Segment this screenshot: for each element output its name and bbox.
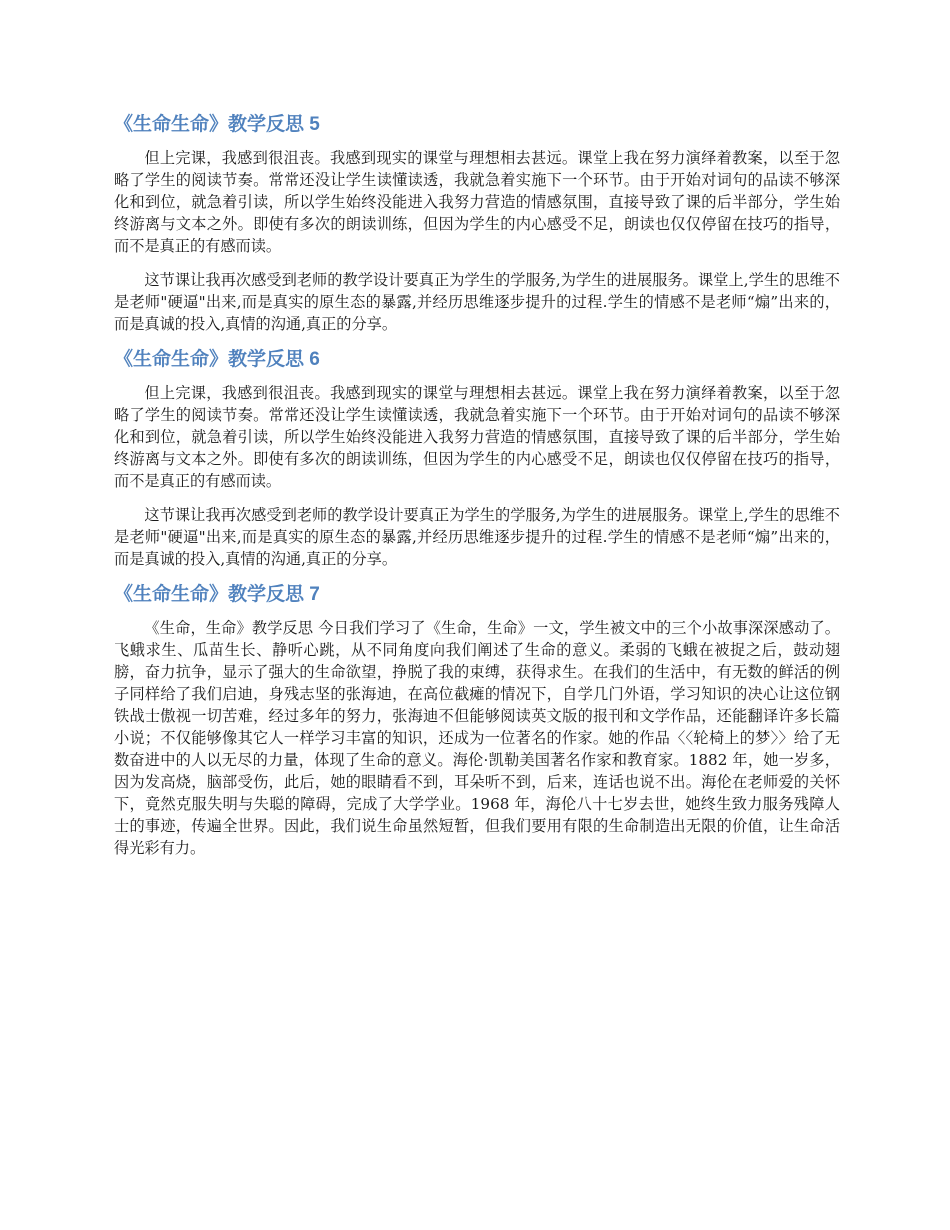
section-heading: 《生命生命》教学反思 5 xyxy=(114,114,320,135)
body-paragraph: 这节课让我再次感受到老师的教学设计要真正为学生的学服务,为学生的进展服务。课堂上,学生的思维不是老师"硬逼"出来,而是真实的原生态的暴露,并经历思维逐步提升的过程.学生的情感不是老师“煽”出来的，而是真诚的投入,真情的沟通,真正的分享。 xyxy=(114,271,840,333)
section-reflection-5 xyxy=(114,112,840,335)
section-heading: 《生命生命》教学反思 7 xyxy=(114,584,320,605)
body-paragraph: 但上完课，我感到很沮丧。我感到现实的课堂与理想相去甚远。课堂上我在努力演绎着教案，以至于忽略了学生的阅读节奏。常常还没让学生读懂读透，我就急着实施下一个环节。由于开始对词句的品读不够深化和到位，就急着引读，所以学生始终没能进入我努力营造的情感氛围，直接导致了课的后半部分，学生始终游离与文本之外。即使有多次的朗读训练，但因为学生的内心感受不足，朗读也仅仅停留在技巧的指导，而不是真正的有感而读。 xyxy=(114,149,840,255)
section-heading: 《生命生命》教学反思 6 xyxy=(114,349,320,370)
section-reflection-6 xyxy=(114,347,840,570)
body-paragraph: 这节课让我再次感受到老师的教学设计要真正为学生的学服务,为学生的进展服务。课堂上,学生的思维不是老师"硬逼"出来,而是真实的原生态的暴露,并经历思维逐步提升的过程.学生的情感不是老师“煽”出来的，而是真诚的投入,真情的沟通,真正的分享。 xyxy=(114,506,840,568)
section-reflection-7 xyxy=(114,582,840,859)
body-paragraph: 但上完课，我感到很沮丧。我感到现实的课堂与理想相去甚远。课堂上我在努力演绎着教案，以至于忽略了学生的阅读节奏。常常还没让学生读懂读透，我就急着实施下一个环节。由于开始对词句的品读不够深化和到位，就急着引读，所以学生始终没能进入我努力营造的情感氛围，直接导致了课的后半部分，学生始终游离与文本之外。即使有多次的朗读训练，但因为学生的内心感受不足，朗读也仅仅停留在技巧的指导，而不是真正的有感而读。 xyxy=(114,384,840,490)
body-paragraph: 《生命，生命》教学反思 今日我们学习了《生命，生命》一文，学生被文中的三个小故事深深感动了。飞蛾求生、瓜苗生长、静听心跳，从不同角度向我们阐述了生命的意义。柔弱的飞蛾在被捉之后，鼓动翅膀，奋力抗争，显示了强大的生命欲望，挣脱了我的束缚，获得求生。在我们的生活中，有无数的鲜活的例子同样给了我们启迪，身残志坚的张海迪，在高位截瘫的情况下，自学几门外语，学习知识的决心让这位钢铁战士傲视一切苦难，经过多年的努力，张海迪不但能够阅读英文版的报刊和文学作品，还能翻译许多长篇小说；不仅能够像其它人一样学习丰富的知识，还成为一位著名的作家。她的作品〈〈轮椅上的梦〉〉给了无数奋进中的人以无尽的力量，体现了生命的意义。海伦·凯勒美国著名作家和教育家。1882 年，她一岁多，因为发高烧，脑部受伤，此后，她的眼睛看不到，耳朵听不到，后来，连话也说不出。海伦在老师爱的关怀下，竟然克服失明与失聪的障碍，完成了大学学业。1968 年，海伦八十七岁去世，她终生致力服务残障人士的事迹，传遍全世界。因此，我们说生命虽然短暂，但我们要用有限的生命制造出无限的价值，让生命活得光彩有力。 xyxy=(114,619,840,857)
document-page xyxy=(114,112,840,871)
